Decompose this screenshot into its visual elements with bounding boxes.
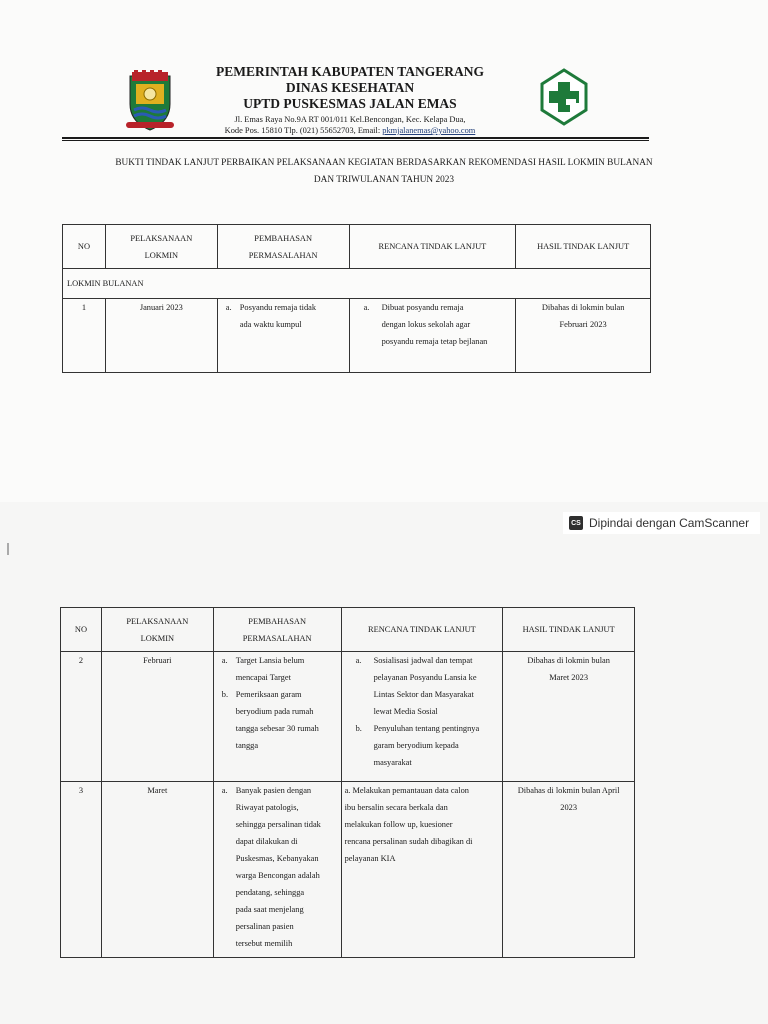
text-line: masyarakat [373,758,412,767]
document-title [40,155,728,189]
text-line: mencapai Target [235,673,291,682]
col-pembahasan-line1: PEMBAHASAN [254,233,313,243]
text-line: Dibuat posyandu remaja [381,303,464,312]
row-plan [341,782,503,958]
row-issue [213,782,341,958]
list-marker: a. [363,303,370,312]
list-item [356,652,503,720]
letterhead-unit: UPTD PUSKESMAS JALAN EMAS [243,96,457,111]
text-line: tangga [235,741,259,750]
col-pembahasan-line1: PEMBAHASAN [248,616,307,626]
list-item [222,652,341,686]
col-header-rencana: RENCANA TINDAK LANJUT [349,225,516,269]
row-month: Maret [101,782,213,958]
table-row [63,299,651,373]
list-item [222,686,341,754]
list-marker: b. [355,724,362,733]
list-marker: a. [355,656,362,665]
text-line: Dibahas di lokmin bulan April [517,786,620,795]
text-line: Riwayat patologis, [235,803,299,812]
col-header-hasil: HASIL TINDAK LANJUT [516,225,651,269]
list-item [364,299,516,350]
text-line: melakukan follow up, kuesioner [344,820,453,829]
col-pelaksanaan-line2: LOKMIN [140,633,175,643]
row-result [516,299,651,373]
text-line: a. Melakukan pemantauan data calon [344,786,469,795]
text-line: Sosialisasi jadwal dan tempat [373,656,473,665]
col-header-no: NO [61,608,102,652]
col-pembahasan-line2: PERMASALAHAN [248,250,318,260]
row-month: Januari 2023 [105,299,217,373]
text-line: ibu bersalin secara berkala dan [344,803,448,812]
text-line: pendatang, sehingga [235,888,305,897]
col-header-pelaksanaan [101,608,213,652]
text-line: warga Bencongan adalah [235,871,320,880]
text-line: ada waktu kumpul [239,320,302,329]
col-header-hasil: HASIL TINDAK LANJUT [503,608,635,652]
col-pelaksanaan-line2: LOKMIN [144,250,179,260]
title-line-2: DAN TRIWULANAN TAHUN 2023 [313,175,455,185]
letterhead-divider-thin [62,140,649,141]
camscanner-label: Dipindai dengan CamScanner [589,516,750,530]
email-link[interactable]: pkmjalanemas@yahoo.com [382,126,476,135]
text-line: Posyandu remaja tidak [239,303,317,312]
text-line: Februari 2023 [559,320,607,329]
text-line: lewat Media Sosial [373,707,438,716]
scanned-page-1 [0,0,768,502]
row-plan [341,652,503,782]
text-line: Puskesmas, Kebanyakan [235,854,319,863]
text-line: dengan lokus sekolah agar [381,320,471,329]
col-pelaksanaan-line1: PELAKSANAAN [126,616,189,626]
col-pelaksanaan-line1: PELAKSANAAN [130,233,193,243]
table-part-1 [62,224,651,373]
address-contact: Kode Pos. 15810 Tlp. (021) 55652703, Email: [224,126,383,135]
list-item [226,299,349,333]
address-line-2 [200,125,500,136]
row-plan [349,299,516,373]
col-pembahasan-line2: PERMASALAHAN [242,633,312,643]
letterhead-address [200,114,500,136]
text-line: Penyuluhan tentang pentingnya [373,724,480,733]
title-line-1: BUKTI TINDAK LANJUT PERBAIKAN PELAKSANAAN KEGIATAN BERDASARKAN REKOMENDASI HASIL LOKMIN BULANAN [115,158,653,168]
text-line: Dibahas di lokmin bulan [541,303,625,312]
scanned-page-2 [0,502,768,1024]
row-issue [217,299,349,373]
text-line: Lintas Sektor dan Masyarakat [373,690,474,699]
text-line: pada saat menjelang [235,905,304,914]
table-part-2 [60,607,635,958]
col-header-pelaksanaan [105,225,217,269]
camscanner-watermark [563,512,760,534]
row-result [503,652,635,782]
text-line: Maret 2023 [549,673,589,682]
row-no: 3 [61,782,102,958]
list-marker: a. [221,656,228,665]
letterhead [200,64,500,136]
text-line: sehingga persalinan tidak [235,820,321,829]
row-result [503,782,635,958]
row-no: 1 [63,299,106,373]
puskesmas-emblem-icon [540,68,588,126]
table-row [61,782,635,958]
text-line: tersebut memilih [235,939,293,948]
list-marker: b. [221,690,229,699]
text-line: Target Lansia belum [235,656,305,665]
text-line: dapat dilakukan di [235,837,298,846]
col-header-no: NO [63,225,106,269]
col-header-pembahasan [217,225,349,269]
text-line: pelayanan KIA [344,854,396,863]
scan-artifact-mark [7,543,9,555]
text-line: garam beryodium kepada [373,741,459,750]
text-line: posyandu remaja tetap bejlanan [381,337,488,346]
text-line: pelayanan Posyandu Lansia ke [373,673,477,682]
row-month: Februari [101,652,213,782]
text-line: rencana persalinan sudah dibagikan di [344,837,473,846]
letterhead-agency: DINAS KESEHATAN [285,80,415,95]
row-no: 2 [61,652,102,782]
list-item [222,782,341,952]
text-line: beryodium pada rumah [235,707,314,716]
text-line: Dibahas di lokmin bulan [527,656,610,665]
list-marker: a. [221,786,228,795]
text-line: persalinan pasien [235,922,294,931]
col-header-pembahasan [213,608,341,652]
list-item [356,720,503,771]
text-line: 2023 [560,803,578,812]
address-line-1: Jl. Emas Raya No.9A RT 001/011 Kel.Bencongan, Kec. Kelapa Dua, [234,115,466,124]
letterhead-government: PEMERINTAH KABUPATEN TANGERANG [215,64,485,79]
row-issue [213,652,341,782]
section-label: LOKMIN BULANAN [63,269,651,299]
col-header-rencana: RENCANA TINDAK LANJUT [341,608,503,652]
letterhead-divider [62,137,649,139]
text-line: Banyak pasien dengan [235,786,312,795]
table-row [61,652,635,782]
kabupaten-emblem-icon [124,70,176,132]
list-marker: a. [225,303,232,312]
camscanner-icon: CS [569,516,583,530]
text-line: Pemeriksaan garam [235,690,302,699]
text-line: tangga sebesar 30 rumah [235,724,319,733]
